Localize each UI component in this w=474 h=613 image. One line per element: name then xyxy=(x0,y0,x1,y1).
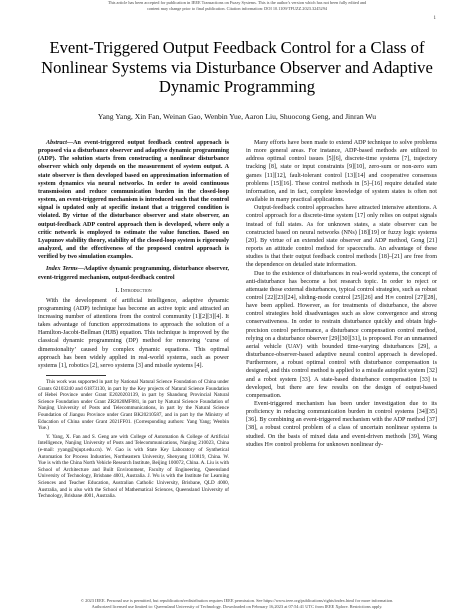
publication-notice xyxy=(0,0,474,11)
footnote-affiliations: Y. Yang, X. Fan and S. Geng are with College of Automation & College of Artificial Intelligence, Nanjing University of Posts and Telecommunications, Nanjing 210023, China (e-mail: yyang@njupt.edu.cn). W. Gao is with State Key Laboratory of Synthetical Automation for Process Industries, Northeastern University, Shenyang 110819, China. W. Yue is with the China North Vehicle Research Institute, Beijing 100072, China. A. Liu is with School of Architecture and Built Environment, Faculty of Engineering, Queensland University of Technology, Brisbane 4001, Australia. J. Wu is with the Institute for Learning Sciences and Teacher Education, Australian Catholic University, Brisbane, QLD 4000, Australia, and is also with the School of Mathematical Sciences, Queensland University of Technology, Brisbane 4001, Australia. xyxy=(38,433,229,500)
section-heading-introduction: I. Introduction xyxy=(115,286,152,294)
body-paragraph-1: Many efforts have been made to extend ADP technique to solve problems in more general areas. For instance, ADP-based methods are utilized to address optimal control issues [5][6], discrete-time systems [7], trajectory tracking [8], state or input constraints [9][10], zero-sum or non-zero sum games [11][12], fault-tolerant control [13][14] and cooperative consensus problems [15][16]. These control methods in [5]–[16] require detailed state information, and in fact, complete knowledge of system states is often not available in many practical applications. xyxy=(246,140,437,204)
index-terms-text: —Adaptive dynamic programming, disturbance observer, event-triggered mechanism, output-feedback control xyxy=(38,266,229,281)
paper-authors: Yang Yang, Xin Fan, Weinan Gao, Wenbin Yue, Aaron Liu, Shuocong Geng, and Jinran Wu xyxy=(97,112,377,121)
right-column xyxy=(246,139,437,449)
footnotes xyxy=(38,379,229,500)
left-column xyxy=(38,139,229,502)
license-notice: Authorized licensed use limited to: Queensland University of Technology. Downloaded on February 16,2023 at 07:54:41 UTC from IEEE Xplore. Restrictions apply. xyxy=(91,604,383,609)
notice-line-2: content may change prior to final publication. Citation information: DOI 10.1109/TFUZZ.2023.3245294 xyxy=(146,5,328,11)
copyright-notice: © 2023 IEEE. Personal use is permitted, but republication/redistribution requires IEEE permission. See https://www.ieee.org/publications/rights/index.html for more information. xyxy=(80,598,394,603)
abstract-text: —An event-triggered output feedback control approach is proposed via a disturbance observer and adaptive dynamic programming (ADP). The solution starts from constructing a nonlinear disturbance observer which only depends on the measurement of system output. A state observer is then developed based on approximation information of system dynamics via neural networks. In order to avoid continuous transmission and reduce communication burden in the closed-loop system, an event-triggered mechanism is introduced such that the control signal is updated only at specific instant that a triggered condition is violated. By virtue of the disturbance observer and state observer, an output-feedback ADP control approach then is developed, where only a critic network is employed to estimate the value function. Based on Lyapunov stability theory, stability of the closed-loop system is rigorously analyzed, and the effectiveness of the proposed control approach is verified by two simulation examples. xyxy=(38,140,229,261)
body-paragraph-4: Event-triggered mechanism has been under investigation due to its proficiency in reducing communication burden in control systems [34][35][36]. By combining an event-triggered mechanism with the ADP method [37][38], a robust control problem of a class of uncertain nonlinear systems is studied. On the basis of mixed data and event-driven methods [39], Wang studies H∞ control problems for unknown nonlinear dy- xyxy=(246,401,437,448)
footnote-divider xyxy=(46,375,106,376)
body-paragraph-3: Due to the existence of disturbances in real-world systems, the concept of anti-disturbance has become a hot research topic. In order to reject or attenuate those external disturbances, typical control strategies, such as robust control [22][23][24], sliding-mode control [25][26] and H∞ control [27][28], have been applied. However, as for treatments of disturbance, the above control strategies hold disadvantages such as slow convergence and strong conservativeness. In order to restrain disturbance quickly and obtain high-precision control performance, a disturbance compensation control method, relying on a disturbance observer [29][30][31], is proposed. For an unmanned aerial vehicle (UAV) with bounded time-varying disturbances [29], a disturbance-observer-based adaptive neural control approach is developed. Furthermore, a robust optimal control with disturbance compensation is designed, and this control method is applied to a missile autopilot system [32] and a robot system [33]. A state-based disturbance compensation [33] is developed, but there are few results on the design of output-based compensation. xyxy=(246,270,437,399)
notice-line-1: This article has been accepted for publication in IEEE Transactions on Fuzzy Systems. This is the author's version which has not been fully edited and xyxy=(107,0,367,5)
paper-title: Event-Triggered Output Feedback Control for a Class of Nonlinear Systems via Disturbance Observer and Adaptive Dynamic Programming xyxy=(41,38,433,96)
page-number: 1 xyxy=(433,16,436,21)
body-paragraph-2: Output-feedback control approaches have attracted intensive attentions. A control approach for a discrete-time system [17] only relies on output signals instead of full states. As for unknown states, a state observer can be constructed based on neural networks (NNs) [18][19] or fuzzy logic systems [20]. By virtue of an extended state observer and ADP method, Gong [21] reports an attitude control method for spacecrafts. An advantage of these studies is that their output feedback control methods [18]–[21] are free from the dependence on detailed state information. xyxy=(246,205,437,269)
abstract-label: Abstract xyxy=(46,140,67,146)
index-terms xyxy=(38,265,229,281)
abstract xyxy=(38,139,229,261)
intro-paragraph-1: With the development of artificial intelligence, adaptive dynamic programming (ADP) technique has become an active topic and attracted an increasing number of attentions from the control community [1][2][3][4]. It takes advantage of function approximations to approach the solution of a Hamilton-Jacobi-Bellman (HJB) equation. This technique is improved by the classical dynamic programming (DP) method for removing ‘curse of dimensionality’ caused by complex dynamic equations. This optimal approach has been widely applied in real-world systems, such as power systems [1], robotics [2], servo systems [3] and missile systems [4]. xyxy=(38,297,229,369)
footnote-funding: This work was supported in part by National Natural Science Foundation of China under Grants 62103240 and 61873130, in part by the Key projects of Natural Science Foundation of Hebei Province under Grant E2020203139, in part by Shandong Provincial Natural Science Foundation under Grant ZR2020MF081, in part by Natural Science Foundation of Nanjing University of Posts and Telecommunications, in part by the Natural Science Foundation of Jiangsu Province under Grant BK20210587, and in part by the Ministry of Education of China under Grant 2021FF01. (Corresponding authors: Yang Yang; Wenbin Yue.) xyxy=(38,379,229,432)
index-terms-label: Index Terms xyxy=(46,266,78,273)
